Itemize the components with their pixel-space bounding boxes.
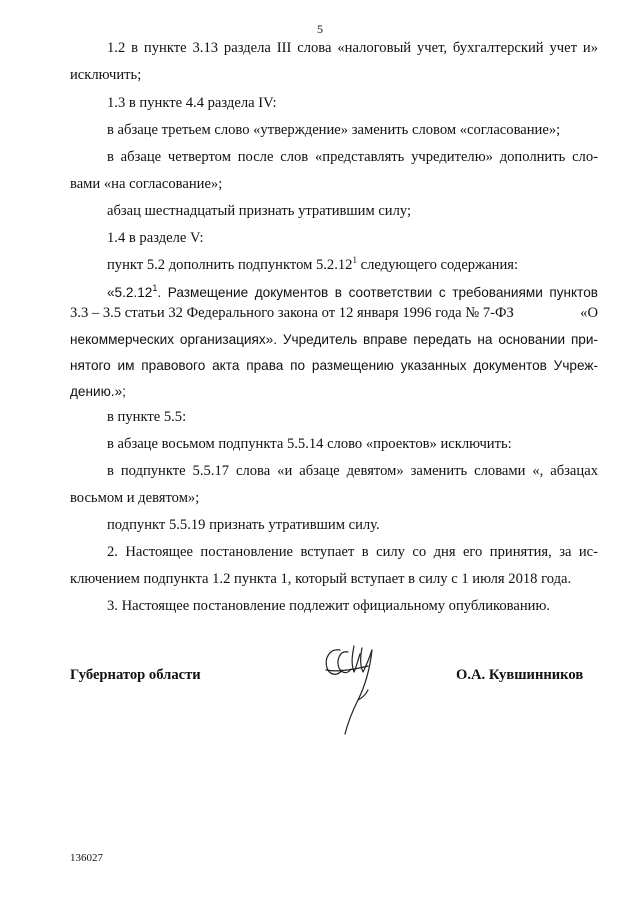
text-line: вами «на согласование»; <box>70 176 223 192</box>
quoted-line: некоммерческих организациях». Учредитель вправе передать на основании при- <box>70 332 598 347</box>
text-line: 3. Настоящее постановление подлежит официальному опубликованию. <box>107 598 551 614</box>
text-line: ключением подпункта 1.2 пункта 1, который вступает в силу с 1 июля 2018 года. <box>70 571 572 587</box>
quoted-line: дению.»; <box>70 384 126 399</box>
footnote-mark: 1 <box>152 283 158 293</box>
text-fragment: 3.3 – 3.5 статьи 32 Федерального закона от 12 января 1996 года № 7-ФЗ <box>70 305 514 321</box>
text-fragment: следующего содержания: <box>356 257 519 273</box>
text-line: 1.2 в пункте 3.13 раздела III слова «налоговый учет, бухгалтерский учет и» <box>107 40 598 56</box>
text-fragment: «О <box>580 305 598 321</box>
text-line: 1.4 в разделе V: <box>107 230 204 246</box>
footnote-mark: 1 <box>352 255 357 265</box>
quoted-line <box>107 284 598 301</box>
text-line <box>107 257 598 274</box>
text-line: подпункт 5.5.19 признать утратившим силу. <box>107 517 380 533</box>
text-line: в подпункте 5.5.17 слова «и абзаце девятом» заменить словами «, абзацах <box>107 463 598 479</box>
quoted-line <box>70 305 598 322</box>
text-line: в пункте 5.5: <box>107 409 187 425</box>
document-code: 136027 <box>70 852 103 864</box>
text-line: 2. Настоящее постановление вступает в силу со дня его принятия, за ис- <box>107 544 598 560</box>
text-fragment: пункт 5.2 дополнить подпунктом 5.2.12 <box>107 257 353 273</box>
text-line: исключить; <box>70 67 142 83</box>
signatory-position: Губернатор области <box>70 667 201 683</box>
text-fragment: «5.2.12 <box>107 285 153 300</box>
text-line: восьмом и девятом»; <box>70 490 200 506</box>
text-line: в абзаце третьем слово «утверждение» заменить словом «согласование»; <box>107 122 561 138</box>
text-line: 1.3 в пункте 4.4 раздела IV: <box>107 95 277 111</box>
text-line: в абзаце четвертом после слов «представлять учредителю» дополнить сло- <box>107 149 598 165</box>
handwritten-signature <box>318 642 380 742</box>
signatory-name: О.А. Кувшинников <box>456 667 584 683</box>
page-number: 5 <box>317 22 323 36</box>
text-fragment: . Размещение документов в соответствии с требованиями пунктов <box>157 285 598 300</box>
quoted-line: нятого им правового акта права по размещению указанных документов Учреж- <box>70 358 598 373</box>
text-line: абзац шестнадцатый признать утратившим силу; <box>107 203 412 219</box>
text-line: в абзаце восьмом подпункта 5.5.14 слово «проектов» исключить: <box>107 436 512 452</box>
